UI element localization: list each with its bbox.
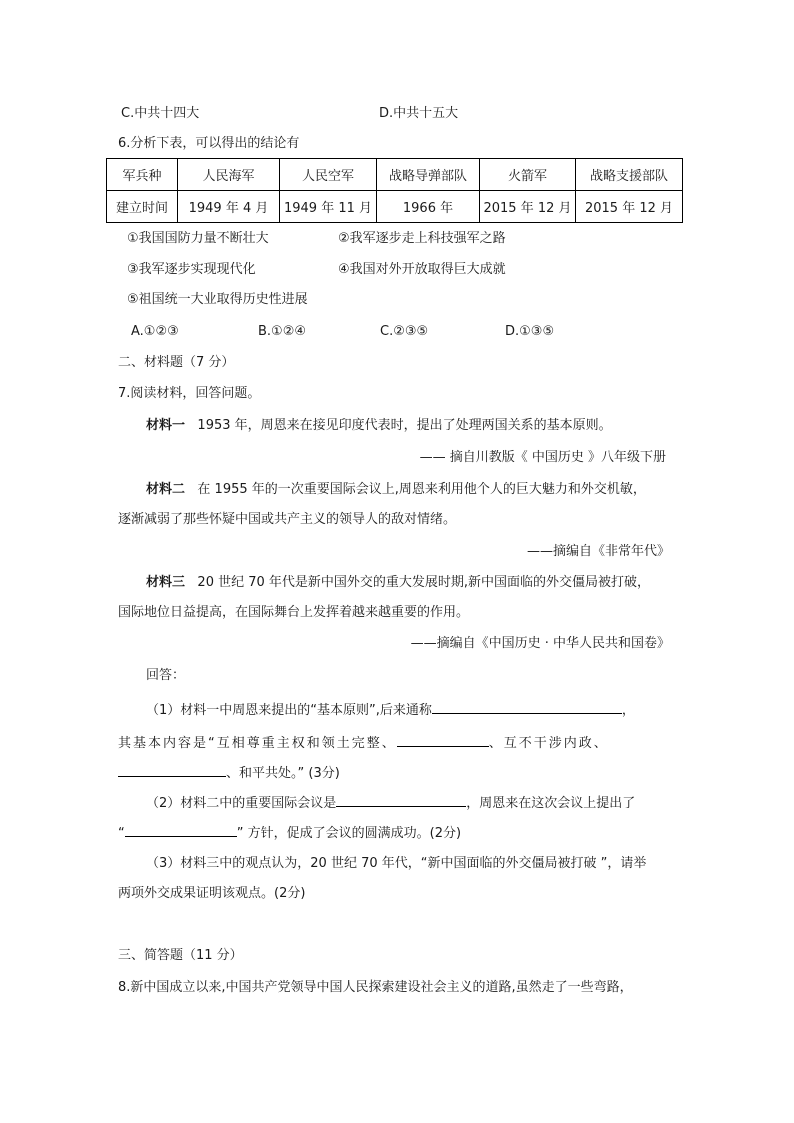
material-3	[146, 575, 650, 591]
material-2-text: 在 1955 年的一次重要国际会议上,周恩来利用他个人的巨大魅力和外交机敏，	[197, 482, 646, 497]
sub-question-1-line-2	[118, 734, 609, 752]
material-3-text-cont: 国际地位日益提高，在国际舞台上发挥着越来越重要的作用。	[118, 605, 470, 620]
q6-item-3: ③我军逐步实现现代化	[127, 262, 256, 277]
sq2-text-end: ，周恩来在这次会议上提出了	[466, 796, 636, 811]
sub-question-3-line-1: （3）材料三中的观点认为，20 世纪 70 年代，“新中国面临的外交僵局被打破 ”，请举	[146, 856, 647, 871]
material-1-label: 材料一	[146, 418, 186, 433]
sub-question-2-line-1	[146, 794, 635, 812]
q6-stem: 6.分析下表，可以得出的结论有	[118, 136, 300, 151]
answer-blank[interactable]	[432, 701, 622, 714]
q8-text: 8.新中国成立以来,中国共产党领导中国人民探索建设社会主义的道路,虽然走了一些弯路，	[118, 980, 633, 995]
q6-option-b: B.①②④	[258, 324, 307, 339]
table-cell: 1949 年 11 月	[280, 191, 377, 223]
table-header-row	[107, 159, 683, 191]
table-cell: 建立时间	[107, 191, 178, 223]
q6-item-2: ②我军逐步走上科技强军之路	[338, 231, 506, 246]
material-3-text: 20 世纪 70 年代是新中国外交的重大发展时期,新中国面临的外交僵局被打破，	[197, 575, 651, 590]
sub-question-1-line-3	[118, 764, 340, 782]
sq2-text-b2: ” 方针，促成了会议的圆满成功。(2分)	[236, 826, 462, 841]
section-2-title: 二、材料题（7 分）	[118, 355, 235, 370]
material-2	[146, 482, 646, 498]
q5-option-c: C.中共十四大	[121, 106, 200, 121]
material-2-text-cont: 逐渐减弱了那些怀疑中国或共产主义的领导人的敌对情绪。	[118, 512, 457, 527]
table-cell: 1966 年	[377, 191, 480, 223]
sq1-text-b1: 其基本内容是“互相尊重主权和领土完整、	[118, 736, 397, 751]
table-cell: 军兵种	[107, 159, 178, 191]
answer-label: 回答：	[146, 668, 186, 683]
table-cell: 战略导弹部队	[377, 159, 480, 191]
section-3-title: 三、简答题（11 分）	[118, 948, 243, 963]
military-branch-table	[106, 158, 683, 223]
answer-blank[interactable]	[336, 794, 466, 807]
q6-item-4: ④我国对外开放取得巨大成就	[338, 262, 506, 277]
sub-question-1-line-1	[146, 701, 635, 719]
material-1	[146, 418, 612, 434]
q6-option-c: C.②③⑤	[380, 324, 429, 339]
sub-question-2-line-2	[118, 824, 461, 842]
sq1-text: （1）材料一中周恩来提出的“基本原则”,后来通称	[146, 703, 432, 718]
table-row	[107, 191, 683, 223]
table-cell: 人民空军	[280, 159, 377, 191]
q6-option-a: A.①②③	[131, 324, 179, 339]
material-3-source: ——摘编自《中国历史 · 中华人民共和国卷》	[410, 636, 670, 651]
material-2-source: ——摘编自《非常年代》	[526, 544, 670, 559]
answer-blank[interactable]	[118, 764, 226, 777]
table-cell: 战略支援部队	[576, 159, 683, 191]
q6-option-d: D.①③⑤	[505, 324, 555, 339]
table-cell: 火箭军	[480, 159, 576, 191]
sq2-quote-open: “	[118, 826, 125, 841]
sq2-text: （2）材料二中的重要国际会议是	[146, 796, 337, 811]
material-1-source: —— 摘自川教版《 中国历史 》八年级下册	[419, 450, 666, 465]
answer-blank[interactable]	[397, 734, 489, 747]
sq1-text-c: 、和平共处。” (3分)	[226, 766, 340, 781]
table-cell: 2015 年 12 月	[480, 191, 576, 223]
material-1-text: 1953 年，周恩来在接见印度代表时，提出了处理两国关系的基本原则。	[197, 418, 612, 433]
q7-stem: 7.阅读材料，回答问题。	[118, 386, 261, 401]
table-cell: 2015 年 12 月	[576, 191, 683, 223]
material-3-label: 材料三	[146, 575, 186, 590]
material-2-label: 材料二	[146, 482, 186, 497]
answer-blank[interactable]	[125, 824, 237, 837]
q6-item-1: ①我国国防力量不断壮大	[127, 231, 269, 246]
table-cell: 1949 年 4 月	[178, 191, 280, 223]
sub-question-3-line-2: 两项外交成果证明该观点。(2分)	[118, 886, 306, 901]
q5-option-d: D.中共十五大	[379, 106, 459, 121]
sq1-text-b2: 、互不干涉内政、	[488, 736, 609, 751]
sq1-text-end: ，	[621, 703, 635, 718]
q6-item-5: ⑤祖国统一大业取得历史性进展	[127, 292, 308, 307]
table-cell: 人民海军	[178, 159, 280, 191]
